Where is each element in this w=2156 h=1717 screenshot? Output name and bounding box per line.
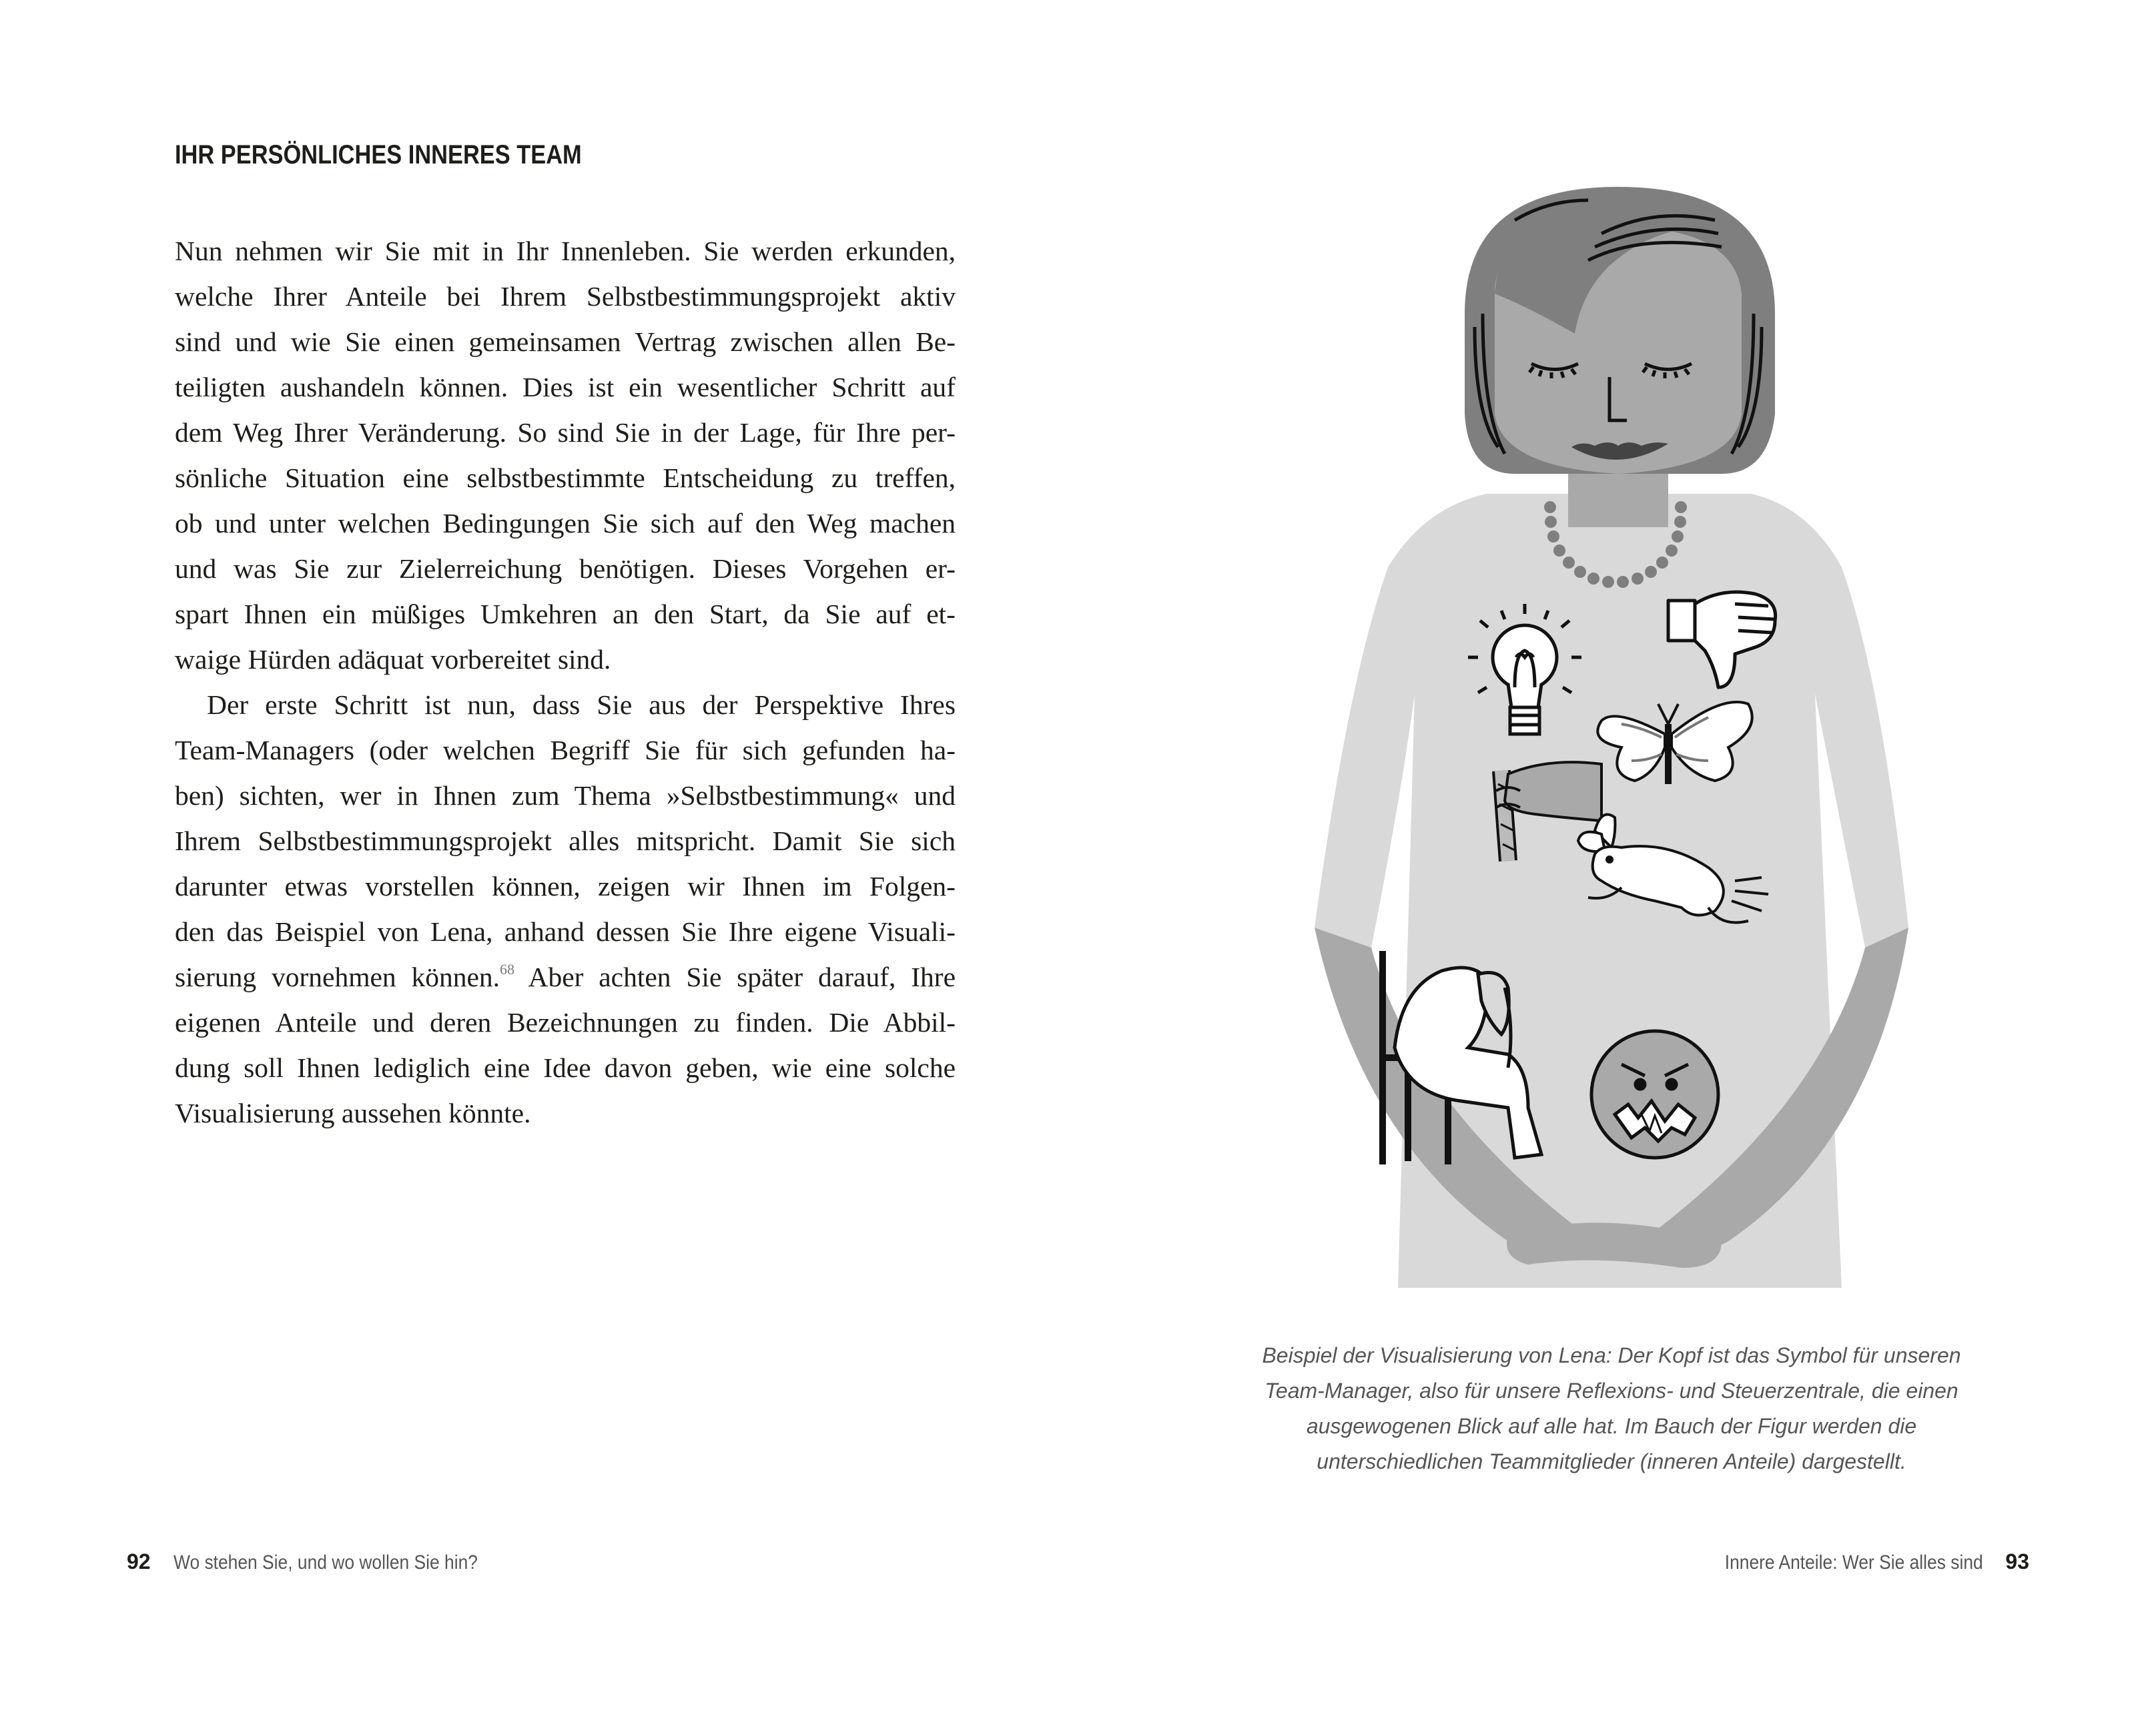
figure-caption	[1181, 1338, 2042, 1479]
text-line: Nun nehmen wir Sie mit in Ihr Innenleben. Sie werden erkunden,	[175, 236, 956, 266]
text-line: Ihrem Selbstbestimmungsprojekt alles mitspricht. Damit Sie sich	[175, 825, 956, 856]
caption-line: ausgewogenen Blick auf alle hat. Im Bauch der Figur werden die	[1306, 1414, 1917, 1438]
footnote-ref[interactable]: 68	[500, 961, 514, 978]
running-title-left: Wo stehen Sie, und wo wollen Sie hin?	[173, 1552, 478, 1574]
folio-right	[1690, 1550, 2029, 1574]
body-text	[175, 228, 956, 1136]
text-line: teiligten aushandeln können. Dies ist ein wesentlicher Schritt auf	[175, 372, 956, 402]
text-line: sind und wie Sie einen gemeinsamen Vertrag zwischen allen Be-	[175, 326, 956, 357]
shirt	[1315, 494, 1908, 1288]
angry-face-icon	[1591, 1031, 1718, 1158]
text-line: Der erste Schritt ist nun, dass Sie aus der Perspektive Ihres	[207, 689, 956, 720]
text-line: Team-Managers (oder welchen Begriff Sie für sich gefunden ha-	[175, 735, 956, 765]
text-line-with-footnote	[175, 954, 956, 1000]
text-line: dem Weg Ihrer Veränderung. So sind Sie in der Lage, für Ihre per-	[175, 417, 956, 448]
text-line: Visualisierung aussehen könnte.	[175, 1098, 531, 1128]
text-line: eigenen Anteile und deren Bezeichnungen zu finden. Die Abbil-	[175, 1007, 956, 1038]
caption-line: Beispiel der Visualisierung von Lena: Der Kopf ist das Symbol für unseren	[1262, 1343, 1961, 1367]
text-line: waige Hürden adäquat vorbereitet sind.	[175, 644, 611, 675]
running-title-right: Innere Anteile: Wer Sie alles sind	[1724, 1552, 1983, 1574]
text-segment: Aber achten Sie später darauf, Ihre	[514, 962, 956, 992]
text-line: spart Ihnen ein müßiges Umkehren an den Start, da Sie auf et-	[175, 599, 956, 629]
text-line: ob und unter welchen Bedingungen Sie sich auf den Weg machen	[175, 508, 956, 539]
caption-line: Team-Manager, also für unsere Reflexions- und Steuerzentrale, die einen	[1265, 1379, 1958, 1403]
text-line: dung soll Ihnen lediglich eine Idee davon geben, wie eine solche	[175, 1052, 956, 1083]
text-line: sönliche Situation eine selbstbestimmte Entscheidung zu treffen,	[175, 462, 956, 493]
lena-illustration	[1308, 160, 1908, 1308]
text-line: darunter etwas vorstellen können, zeigen wir Ihnen im Folgen-	[175, 871, 956, 902]
folio-left	[127, 1550, 519, 1574]
text-segment: sierung vornehmen können.	[175, 962, 500, 992]
text-line: und was Sie zur Zielerreichung benötigen. Dieses Vorgehen er-	[175, 553, 956, 584]
text-line: ben) sichten, wer in Ihnen zum Thema »Selbstbestimmung« und	[175, 780, 956, 811]
page-number-right: 93	[2005, 1550, 2029, 1574]
section-heading: IHR PERSÖNLICHES INNERES TEAM	[175, 140, 582, 169]
figure-lena	[1308, 160, 1908, 1308]
text-line: den das Beispiel von Lena, anhand dessen Sie Ihre eigene Visuali-	[175, 916, 956, 947]
caption-line: unterschiedlichen Teammitglieder (inneren Anteile) dargestellt.	[1317, 1449, 1906, 1473]
page-number-left: 92	[127, 1550, 151, 1574]
text-line: welche Ihrer Anteile bei Ihrem Selbstbestimmungsprojekt aktiv	[175, 281, 956, 312]
